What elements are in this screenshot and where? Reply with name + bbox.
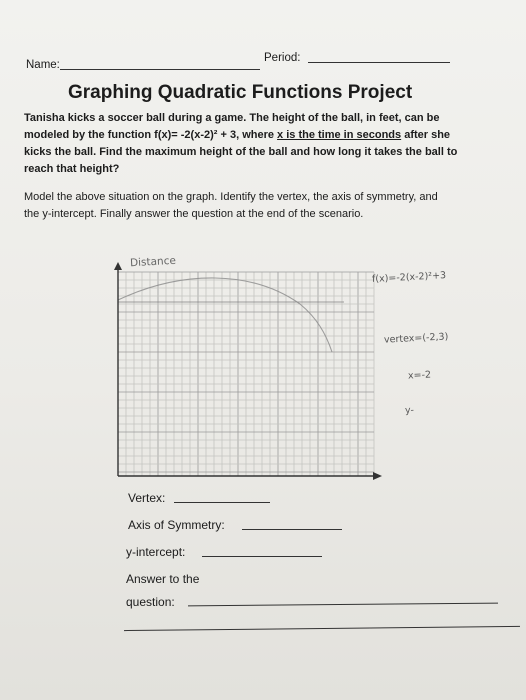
answer-label-line1: Answer to the (126, 572, 200, 586)
coordinate-grid (112, 262, 384, 490)
axis-of-symmetry-label: Axis of Symmetry: (128, 518, 225, 532)
handwritten-vertex: vertex=(-2,3) (383, 331, 449, 346)
vertex-label: Vertex: (128, 491, 166, 505)
answer-line-2[interactable] (124, 626, 520, 631)
period-label: Period: (264, 52, 301, 64)
problem-text-part1: Tanisha kicks a soccer ball during a game. The height of the ball, in feet, can be modeled by the function f(x)= -2(x-2)² + 3, where (24, 112, 440, 141)
axis-answer-line[interactable] (242, 529, 342, 530)
instructions-text: Model the above situation on the graph. Identify the vertex, the axis of symmetry, and the y-intercept. Finally answer the question at the end of the scenario. (24, 191, 438, 220)
vertex-answer-line[interactable] (174, 502, 270, 503)
answer-label-line2: question: (126, 595, 175, 609)
name-blank-line (60, 69, 260, 70)
name-label: Name: (26, 59, 60, 71)
problem-text-part2: after she kicks the ball. Find the maximum height of the ball and how long it takes the ball to reach that height? (24, 129, 458, 175)
x-axis-arrowhead (373, 472, 382, 480)
y-axis-arrowhead (114, 262, 122, 270)
grid-svg (112, 262, 384, 490)
y-intercept-answer-line[interactable] (202, 556, 322, 557)
y-intercept-label: y-intercept: (126, 545, 186, 559)
handwritten-axis-of-symmetry: x=-2 (407, 369, 432, 382)
answer-line-1[interactable] (188, 603, 498, 607)
grid-lines (118, 272, 374, 476)
worksheet-title: Graphing Quadratic Functions Project (68, 82, 413, 103)
problem-statement (24, 110, 464, 178)
problem-text-underlined: x is the time in seconds (277, 129, 402, 141)
handwritten-axis-label: Distance (129, 254, 177, 270)
handwritten-y-intercept: y- (404, 404, 415, 417)
handwritten-function: f(x)=-2(x-2)²+3 (371, 270, 447, 285)
period-blank-line (308, 62, 450, 63)
